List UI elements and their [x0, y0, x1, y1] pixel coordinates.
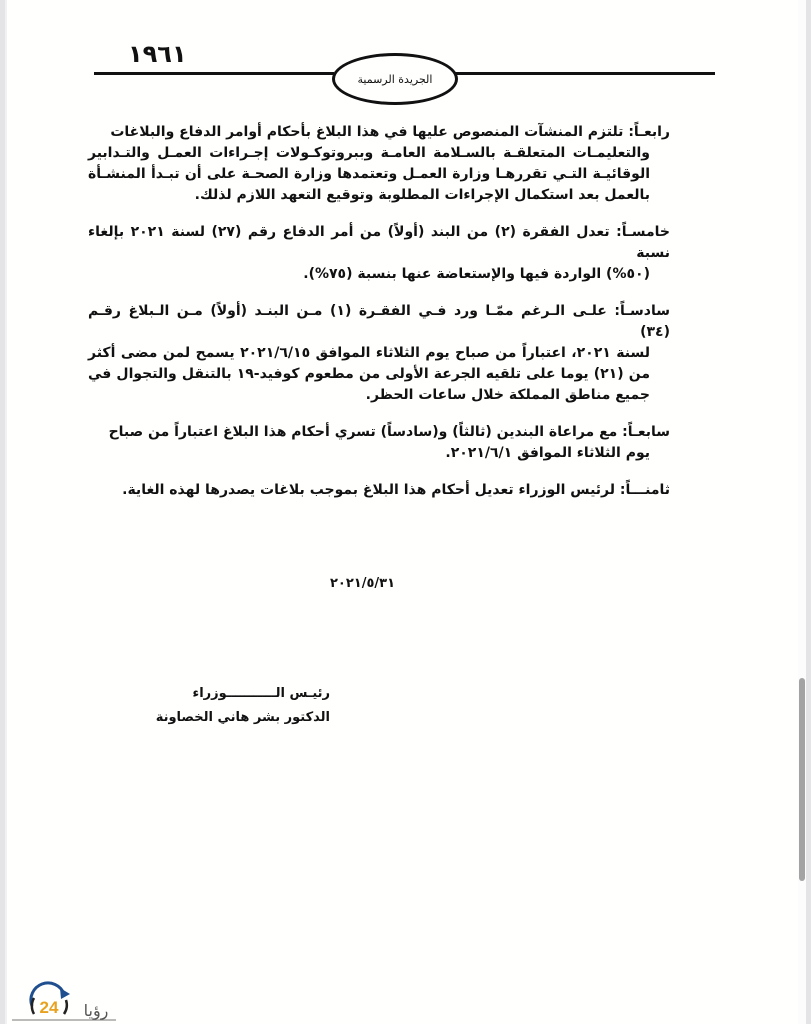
clause-continuation: (٥٠%) الواردة فيها والإستعاضة عنها بنسبة (٧٥%).: [303, 266, 650, 282]
clause-first-line: [88, 480, 670, 501]
clause-first-line: [88, 301, 670, 343]
clause-continuation: يوم الثلاثاء الموافق ٢٠٢١/٦/١.: [445, 445, 650, 461]
masthead-title: الجريدة الرسمية: [357, 72, 433, 86]
clause-text: مع مراعاة البندين (ثالثاً) و(سادساً) تسري أحكام هذا البلاغ اعتباراً من صباح: [108, 424, 618, 440]
watermark-number: 24: [39, 998, 59, 1017]
clause-label: سابعـاً:: [622, 424, 670, 440]
signature-block: [130, 682, 330, 730]
clause-text: علـى الـرغم ممّـا ورد فـي الفقـرة (١) مـن البنـد (أولاً) مـن الـبلاغ رقـم (٣٤): [88, 303, 670, 340]
signatory-title: رئيـس الـــــــــــوزراء: [192, 686, 330, 701]
clause-fifth: [88, 222, 670, 285]
signatory-name: الدكتور بشر هاني الخصاونة: [155, 710, 330, 725]
clause-seventh: [88, 422, 670, 464]
document-body: [88, 122, 670, 517]
header-rule-left: [94, 72, 334, 75]
clause-text: لرئيس الوزراء تعديل أحكام هذا البلاغ بموجب بلاغات يصدرها لهذه الغاية.: [122, 482, 616, 498]
watermark-logo: [8, 968, 118, 1024]
page-number: ١٩٦١: [128, 40, 187, 68]
scrollbar-thumb[interactable]: [799, 678, 805, 881]
clause-text: تلتزم المنشآت المنصوص عليها في هذا البلاغ بأحكام أوامر الدفاع والبلاغات: [110, 124, 624, 140]
clause-sixth: [88, 301, 670, 406]
clause-first-line: [88, 122, 670, 143]
clause-first-line: [88, 422, 670, 443]
clause-label: ثامنـــاً:: [619, 482, 670, 498]
clause-first-line: [88, 222, 670, 264]
clause-label: سادسـاً:: [614, 303, 670, 319]
clause-fourth: [88, 122, 670, 206]
watermark-text: رؤيا: [83, 1001, 109, 1020]
window-edge-left-inner: [5, 0, 7, 1024]
clause-eighth: [88, 480, 670, 501]
issue-date: ٢٠٢١/٥/٣١: [330, 576, 396, 591]
masthead-oval: [332, 53, 458, 105]
clause-continuation: والتعليمـات المتعلقـة بالسـلامة العامـة وببروتوكـولات إجـراءات العمـل والتـدابير الوقائيـة التـي تقررهـا وزارة العمـل وتعتمدها وزارة الصحـة على أن تبـدأ المنشـأة بالعمل بعد استكمال الإجراءات المطلوبة وتوقيع التعهد اللازم لذلك.: [88, 145, 650, 203]
clause-label: رابعـاً:: [628, 124, 670, 140]
window-edge-right: [806, 0, 811, 1024]
clause-continuation: لسنة ٢٠٢١، اعتباراً من صباح يوم الثلاثاء الموافق ٢٠٢١/٦/١٥ يسمح لمن مضى أكثر من (٢١) يوما على تلقيه الجرعة الأولى من مطعوم كوفيد-١٩ بالتنقل والتجوال في جميع مناطق المملكة خلال ساعات الحظر.: [88, 345, 651, 403]
clause-text: تعدل الفقرة (٢) من البند (أولاً) من أمر الدفاع رقم (٢٧) لسنة ٢٠٢١ بإلغاء نسبة: [88, 224, 670, 261]
clause-label: خامسـاً:: [616, 224, 670, 240]
header-rule-right: [452, 72, 715, 75]
